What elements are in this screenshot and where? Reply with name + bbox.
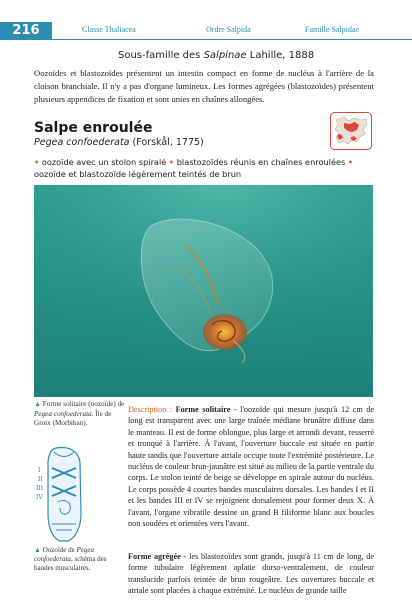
subfamily-heading	[118, 50, 314, 61]
diagram-caption-text1: Oozoïde de	[42, 546, 77, 554]
muscle-band-diagram	[34, 444, 94, 544]
id-item-1: oozoïde avec un stolon spiralé	[41, 157, 167, 167]
id-item-2: blastozoïdes réunis en chaînes enroulées	[176, 157, 346, 167]
caption-triangle-icon: ▲	[34, 400, 41, 408]
diagram-caption-species: Pegea confoederata	[34, 546, 95, 563]
bullet-icon: •	[168, 157, 175, 167]
header-order: Ordre Salpida	[206, 25, 251, 34]
species-binomial: Pegea confoederata	[34, 137, 130, 148]
photo-caption-text2: . Île de Groix (Morbihan).	[34, 409, 112, 427]
bullet-icon: •	[347, 157, 354, 167]
caption-triangle-icon: ▲	[34, 546, 41, 554]
aggregate-paragraph	[128, 551, 374, 597]
subfamily-name: Salpinae	[203, 50, 247, 61]
bullet-icon: •	[34, 157, 40, 167]
page-number: 216	[0, 22, 52, 39]
header-class: Classe Thaliacea	[82, 25, 136, 34]
header-rule	[0, 39, 412, 40]
header-family: Famille Salpidae	[305, 25, 359, 34]
band-label-II: II	[38, 476, 43, 483]
intro-paragraph: Oozoïdes et blastozoïdes présentent un intestin compact en forme de nucléus à l'arrière de la cloison branchiale. Il n'y a pas d'organe lumineux. Les formes agrégées (blastozoïdes) présentent plusieurs appendices de fixation et sont unies en chaînes allongées.	[34, 68, 374, 104]
form-solitaire-label: Forme solitaire	[175, 405, 231, 414]
band-label-III: III	[36, 485, 44, 492]
description-paragraph	[128, 404, 374, 529]
species-common-name: Salpe enroulée	[34, 120, 153, 136]
subfamily-prefix: Sous-famille des	[118, 50, 204, 61]
band-label-I: I	[38, 467, 41, 474]
form-agregee-text: - les blastozoïdes sont grands, jusqu'à 11 cm de long, de forme tubulaire légèrement aplatie dorso-ventralement, de couleur translucide parfois teintée de brun rougeâtre. Les ouvertures buccale et atriale sont placées à chaque extrémité. Le nucléus de grande taille	[128, 552, 374, 596]
id-item-3: oozoïde et blastozoïde légèrement teintés de brun	[34, 169, 242, 179]
subfamily-author: Lahille, 1888	[246, 50, 315, 61]
photo-caption-text1: Forme solitaire (oozoïde) de	[42, 400, 125, 408]
band-label-IV: IV	[36, 494, 43, 501]
page-header	[0, 0, 412, 40]
form-agregee-label: Forme agrégée	[128, 552, 181, 561]
diagram-caption	[34, 546, 126, 573]
distribution-map-icon	[330, 112, 372, 150]
species-scientific-name	[34, 137, 204, 148]
diagram-caption-text2: , schéma des bandes musculaires.	[34, 555, 107, 572]
photo-caption	[34, 400, 126, 429]
identification-line	[34, 156, 379, 180]
species-authority: (Forskål, 1775)	[129, 137, 204, 148]
form-solitaire-text: - l'oozoïde qui mesure jusqu'à 12 cm de long est transparent avec une large traînée médiane brunâtre diffuse dans le manteau. Il est de forme oblongue, plus large et arrondi devant, resserré et tronqué à l'arrière. À l'avant, l'ouverture buccale est située en partie haute tandis que l'ouverture atriale occupe toute l'extrémité postérieure. Le nucléus de couleur brun-jaunâtre est situé au milieu de la partie ventrale du corps. Le stolon teinté de beige se développe en spirale autour du nucléus. Le corps possède 4 courtes bandes musculaires dorsales. Les bandes I et II et les bandes III et IV se rejoignent dorsalement pour former deux X. À l'avant, l'organe vibratile dessine un grand B filiforme blanc aux boucles non soudées et orientées vers l'avant.	[128, 405, 374, 529]
salp-photo	[34, 185, 373, 397]
description-label: Description :	[128, 405, 176, 414]
photo-caption-species: Pegea confoederata	[34, 409, 92, 418]
